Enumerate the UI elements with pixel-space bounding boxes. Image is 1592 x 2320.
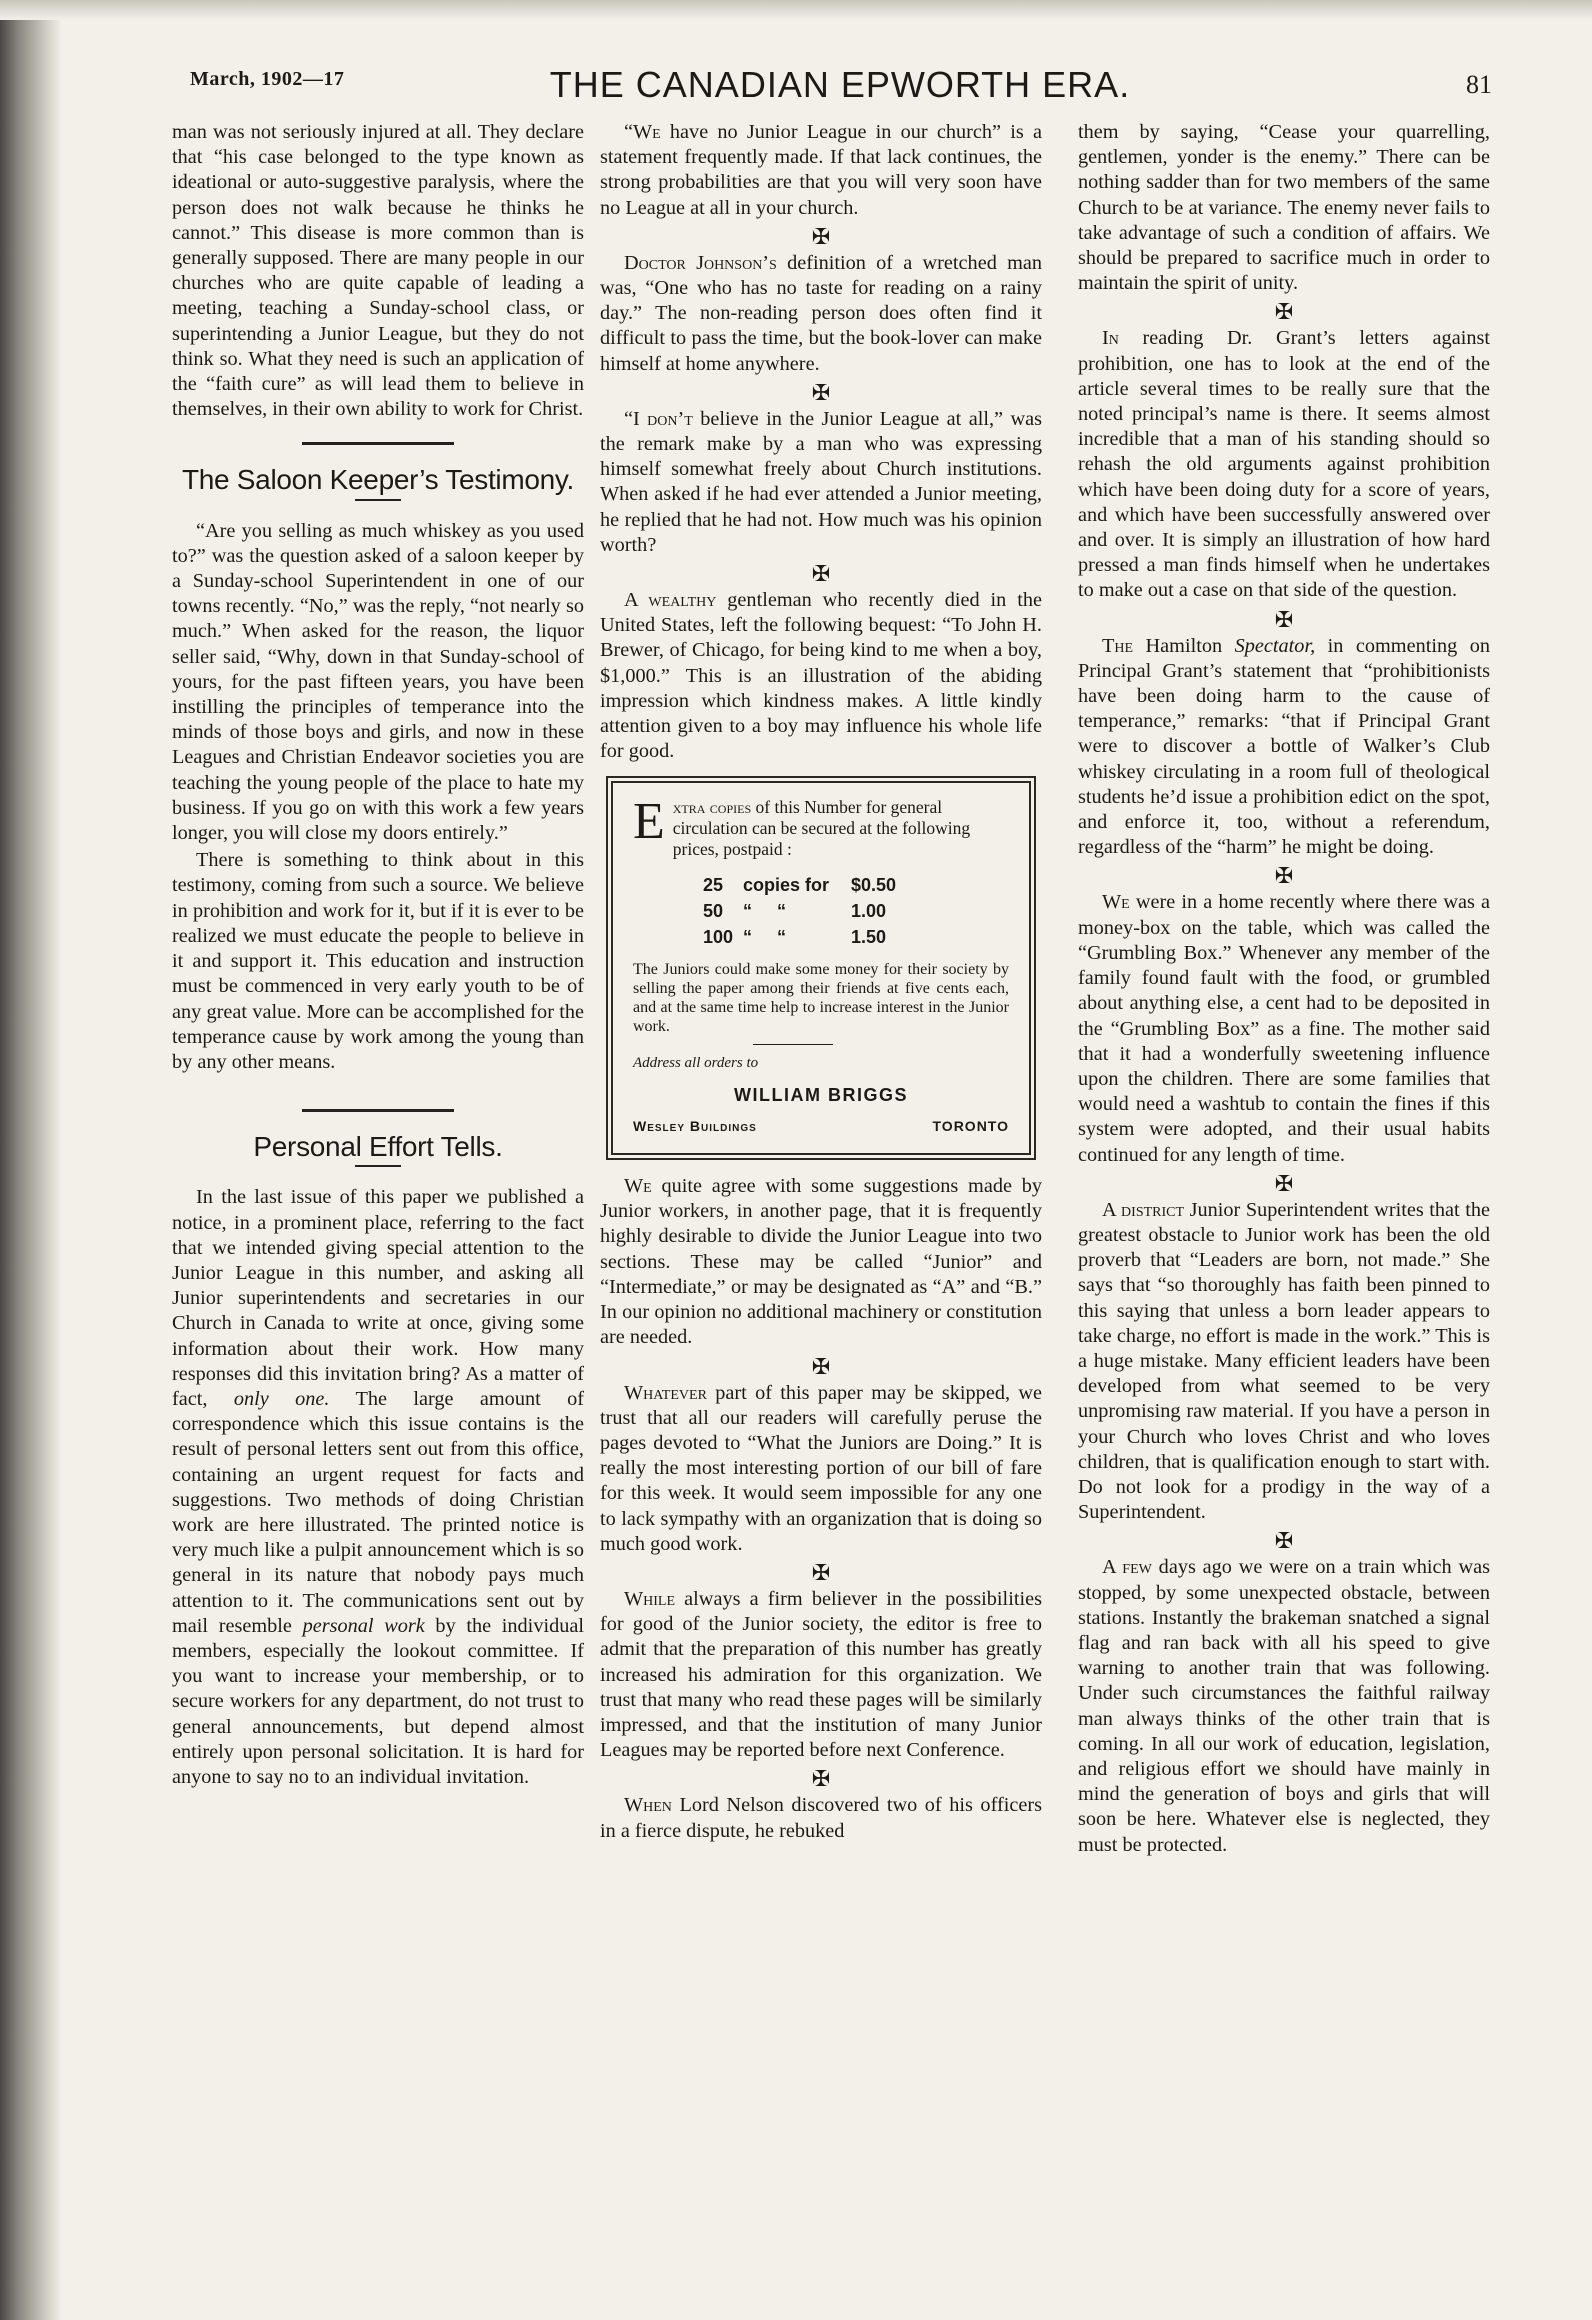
emphasis: Spectator, (1234, 634, 1316, 657)
paragraph: “Are you selling as much whiskey as you used to?” was the question asked of a saloon keeper by a Sunday-school Superintendent in one of our towns recently. “No,” was the reply, “not nearly so much.” When asked for the reason, the liquor seller said, “Why, down in that Sunday-school of yours, for the past fifteen years, you have been instilling the principles of temperance into the minds of those boys and girls, and now in these Leagues and Christian Endeavor societies you are teaching the young people of the place to hate my business. If you go on with this work a few years longer, you will close my doors entirely.” (172, 519, 584, 845)
maltese-cross-icon: ✠ (1274, 299, 1294, 325)
scan-binding-edge (0, 0, 62, 2320)
ad-publisher-name: WILLIAM BRIGGS (734, 1084, 908, 1105)
ad-city: TORONTO (932, 1117, 1009, 1134)
ad-divider (753, 1044, 833, 1045)
maltese-cross-icon: ✠ (811, 1353, 831, 1379)
paragraph: “We have no Junior League in our church” is a statement frequently made. If that lack continues, the strong probabilities are that you will very soon have no League at all in your church. (600, 121, 1042, 219)
maltese-cross-icon: ✠ (1274, 1528, 1294, 1554)
ad-building: Wesley Buildings (633, 1117, 757, 1134)
column-right (1078, 120, 1490, 1860)
paragraph: The Hamilton Spectator, in commenting on Principal Grant’s statement that “prohibitionists have been doing harm to the cause of temperance,” remarks: “that if Principal Grant were to discover a bottle of Walker’s Club whiskey circulating in a room full of theological students he’d issue a prohibition edict on the spot, and enforce it, too, without a referendum, regardless of the “harm” he might be doing. (1078, 634, 1490, 859)
title-underline (355, 1165, 401, 1167)
scan-top-edge (0, 0, 1592, 20)
publication-title: THE CANADIAN EPWORTH ERA. (549, 64, 1131, 105)
ad-lead-text: Extra copies of this Number for general circulation can be secured at the following prices, postpaid : (633, 793, 971, 860)
paragraph: When Lord Nelson discovered two of his officers in a fierce dispute, he rebuked (600, 1794, 1042, 1842)
price-list (703, 872, 1009, 950)
advertisement-box (606, 776, 1036, 1160)
paragraph: While always a firm believer in the possibilities for good of the Junior society, the editor is free to admit that the preparation of this number has greatly increased his admiration for this organization. We trust that many who read these pages will be similarly impressed, and that the institution of many Junior Leagues may be reported before next Conference. (600, 1587, 1042, 1762)
paragraph: A district Junior Superintendent writes that the greatest obstacle to Junior work has been the old proverb that “Leaders are born, not made.” She says that “so thoroughly has faith been pinned to this saying that unless a born leader appears to take charge, no effort is made in the work.” This is a huge mistake. Many efficient leaders have been developed from what seemed to be very unpromising raw material. If you have a person in your Church who loves Christ and who loves children, that is qualification enough to start with. Do not look for a prodigy in the way of a Superintendent. (1078, 1198, 1490, 1524)
paragraph: We were in a home recently where there was a money-box on the table, which was called the “Grumbling Box.” Whenever any member of the family found fault with the food, or grumbled about anything else, a cent had to be deposited in the “Grumbling Box” as a fine. The mother said that it had a wonderfully sweetening influence upon the children. There are some families that would need a washtub to contain the fines if this system were adopted, and their usual habits continued for any length of time. (1078, 891, 1490, 1166)
continued-paragraph: man was not seriously injured at all. They declare that “his case belonged to the type known as ideational or auto-suggestive paralysis, where the person does not walk because he thinks he cannot.” This disease is more common than is generally supposed. There are many people in our churches who are quite capable of leading a meeting, teaching a Sunday-school class, or superintending a Junior League, but they do not think so. What they need is such an application of the “faith cure” as will lead them to believe in themselves, in their own ability to work for Christ. (172, 121, 584, 421)
paragraph: Whatever part of this paper may be skipped, we trust that all our readers will carefully peruse the pages devoted to “What the Juniors are Doing.” It is really the most interesting portion of our bill of fare for this week. It would seem impossible for any one to lack sympathy with an organization that is doing so much good work. (600, 1381, 1042, 1555)
continued-paragraph: them by saying, “Cease your quarrelling, gentlemen, yonder is the enemy.” There can be nothing sadder than for two members of the same Church to be at variance. The enemy never fails to take advantage of such a condition of affairs. We should be prepared to sacrifice much in order to maintain the spirit of unity. (1078, 121, 1490, 295)
title-underline (355, 499, 401, 501)
ad-address-label: Address all orders to (633, 1055, 759, 1072)
paragraph: There is something to think about in this testimony, coming from such a source. We believe in prohibition and work for it, but if it is ever to be realized we must educate the people to believe in it and support it. This education and instruction must be commenced in very early youth to be of any great value. More can be accomplished for the temperance cause by work among the young than by any other means. (172, 849, 584, 1073)
drop-cap: E (633, 793, 665, 851)
paragraph: We quite agree with some suggestions made by Junior workers, in another page, that it is frequently highly desirable to divide the Junior League into two sections. These may be called “Junior” and “Intermediate,” or may be designated as “A” and “B.” In our opinion no additional machinery or constitution are needed. (600, 1175, 1042, 1349)
maltese-cross-icon: ✠ (811, 1559, 831, 1585)
emphasis: only one. (233, 1387, 330, 1410)
paragraph: In reading Dr. Grant’s letters against prohibition, one has to look at the end of the article several times to be really sure that the noted principal’s name is there. It seems almost incredible that a man of his standing should so rehash the old arguments against prohibition which have been doing duty for a score of years, and which have been successfully answered over and over. It is simply an illustration of how hard pressed a man finds himself when he undertakes to make out a case on that side of the question. (1078, 327, 1490, 602)
section-title-saloon: The Saloon Keeper’s Testimony. (181, 464, 575, 496)
maltese-cross-icon: ✠ (1274, 1170, 1294, 1196)
maltese-cross-icon: ✠ (1274, 606, 1294, 632)
paragraph: A few days ago we were on a train which was stopped, by some unexpected obstacle, between stations. Instantly the brakeman snatched a signal flag and ran back with all his speed to give warning to another train that was following. Under such circumstances the faithful railway man always thinks of the other train that is coming. In all our work of education, legislation, and religious effort we should have mainly in mind the generation of boys and girls that will soon be here. Whatever else is neglected, they must be protected. (1078, 1556, 1490, 1856)
price-row: 100 “ “ 1.50 (703, 927, 887, 948)
paragraph: “I don’t believe in the Junior League at all,” was the remark make by a man who was expressing himself somewhat freely about Church institutions. When asked if he had ever attended a Junior meeting, he replied that he had not. How much was his opinion worth? (600, 407, 1042, 556)
issue-date: March, 1902—17 (190, 68, 345, 90)
section-divider (302, 1109, 454, 1112)
column-left (172, 120, 584, 1792)
maltese-cross-icon: ✠ (811, 223, 831, 249)
paragraph: Doctor Johnson’s definition of a wretched man was, “One who has no taste for reading on a rainy day.” The non-reading person does often find it difficult to pass the time, but the book-lover can make himself at home anywhere. (600, 251, 1042, 375)
ad-body-text: The Juniors could make some money for their society by selling the paper among their friends at five cents each, and at the same time help to increase interest in the Junior work. (633, 961, 1009, 1036)
section-title-effort: Personal Effort Tells. (253, 1131, 503, 1163)
price-row: 25 copies for $0.50 (703, 875, 897, 896)
price-row: 50 “ “ 1.00 (703, 901, 887, 922)
paragraph: A wealthy gentleman who recently died in the United States, left the following bequest: “To John H. Brewer, of Chicago, for being kind to me when a boy, $1,000.” This is an illustration of the abiding impression which kindness makes. A little kindly attention given to a boy may influence his whole life for good. (600, 589, 1042, 763)
column-middle (600, 120, 1042, 1846)
page-number: 81 (1466, 70, 1492, 99)
section-divider (302, 442, 454, 445)
paragraph: In the last issue of this paper we published a notice, in a prominent place, referring to the fact that we intended giving special attention to the Junior League in this number, and asking all Junior superintendents and secretaries in our Church in Canada to write at once, giving some information about their work. How many responses did this invitation bring? As a matter of fact, only one. The large amount of correspondence which this issue contains is the result of personal letters sent out from this office, containing an urgent request for facts and suggestions. Two methods of doing Christian work are here illustrated. The printed notice is very much like a pulpit announcement which is so general in its nature that nobody pays much attention to it. The communications sent out by mail resemble personal work by the individual members, especially the lookout committee. If you want to increase your membership, or to secure workers for any department, do not trust to general announcements, but depend almost entirely upon personal solicitation. It is hard for anyone to say no to an individual invitation. (172, 1186, 585, 1788)
emphasis: personal work (302, 1614, 425, 1637)
maltese-cross-icon: ✠ (811, 561, 831, 587)
maltese-cross-icon: ✠ (811, 1766, 831, 1792)
maltese-cross-icon: ✠ (1274, 863, 1294, 889)
page-header (180, 58, 1500, 114)
ad-footer (633, 1114, 1009, 1139)
maltese-cross-icon: ✠ (811, 379, 831, 405)
